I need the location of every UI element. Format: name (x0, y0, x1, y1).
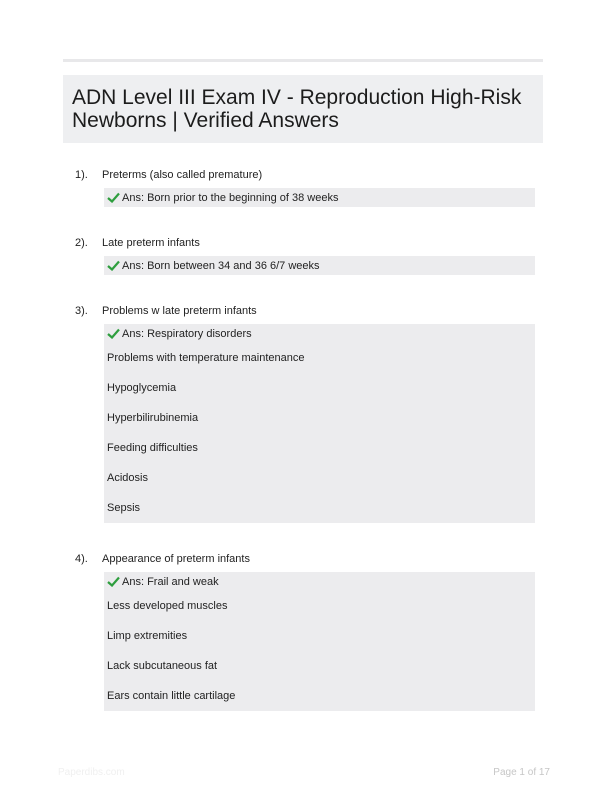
answer-text: Ans: Born between 34 and 36 6/7 weeks (122, 259, 320, 272)
question-number: 3). (75, 305, 88, 317)
answer-text: Ans: Respiratory disorders (122, 327, 252, 340)
question-text: Preterms (also called premature) (102, 169, 263, 181)
title-block (63, 75, 543, 143)
answer-text: Ans: Born prior to the beginning of 38 weeks (122, 191, 339, 204)
checkmark-icon (107, 576, 120, 587)
answer-box (104, 572, 535, 711)
question-number: 4). (75, 553, 88, 565)
answer-extra-line: Ears contain little cartilage (107, 690, 236, 702)
answer-extra-line: Hyperbilirubinemia (107, 412, 199, 424)
question-text: Problems w late preterm infants (102, 305, 257, 317)
answer-extra-line: Hypoglycemia (107, 382, 177, 394)
answer-extra-line: Limp extremities (107, 630, 188, 642)
answer-box (104, 324, 535, 523)
answer-extra-line: Less developed muscles (107, 600, 228, 612)
answer-box (104, 256, 535, 275)
checkmark-icon (107, 260, 120, 271)
answer-line (104, 256, 535, 275)
answer-line (104, 324, 535, 343)
footer-watermark: Paperdibs.com (58, 767, 125, 778)
question-number: 1). (75, 169, 88, 181)
answer-extra-line: Feeding difficulties (107, 442, 198, 454)
answer-line (104, 188, 535, 207)
question-number: 2). (75, 237, 88, 249)
checkmark-icon (107, 192, 120, 203)
answer-extra-line: Lack subcutaneous fat (107, 660, 218, 672)
answer-extra-line: Acidosis (107, 472, 148, 484)
answer-box (104, 188, 535, 207)
checkmark-icon (107, 328, 120, 339)
answer-extra-line: Sepsis (107, 502, 141, 514)
page-number: Page 1 of 17 (493, 767, 550, 778)
top-divider (63, 59, 543, 62)
document-title: ADN Level III Exam IV - Reproduction High-Risk Newborns | Verified Answers (72, 86, 522, 132)
question-text: Appearance of preterm infants (102, 553, 250, 565)
answer-extra-line: Problems with temperature maintenance (107, 352, 305, 364)
answer-line (104, 572, 535, 591)
answer-text: Ans: Frail and weak (122, 575, 219, 588)
question-text: Late preterm infants (102, 237, 200, 249)
